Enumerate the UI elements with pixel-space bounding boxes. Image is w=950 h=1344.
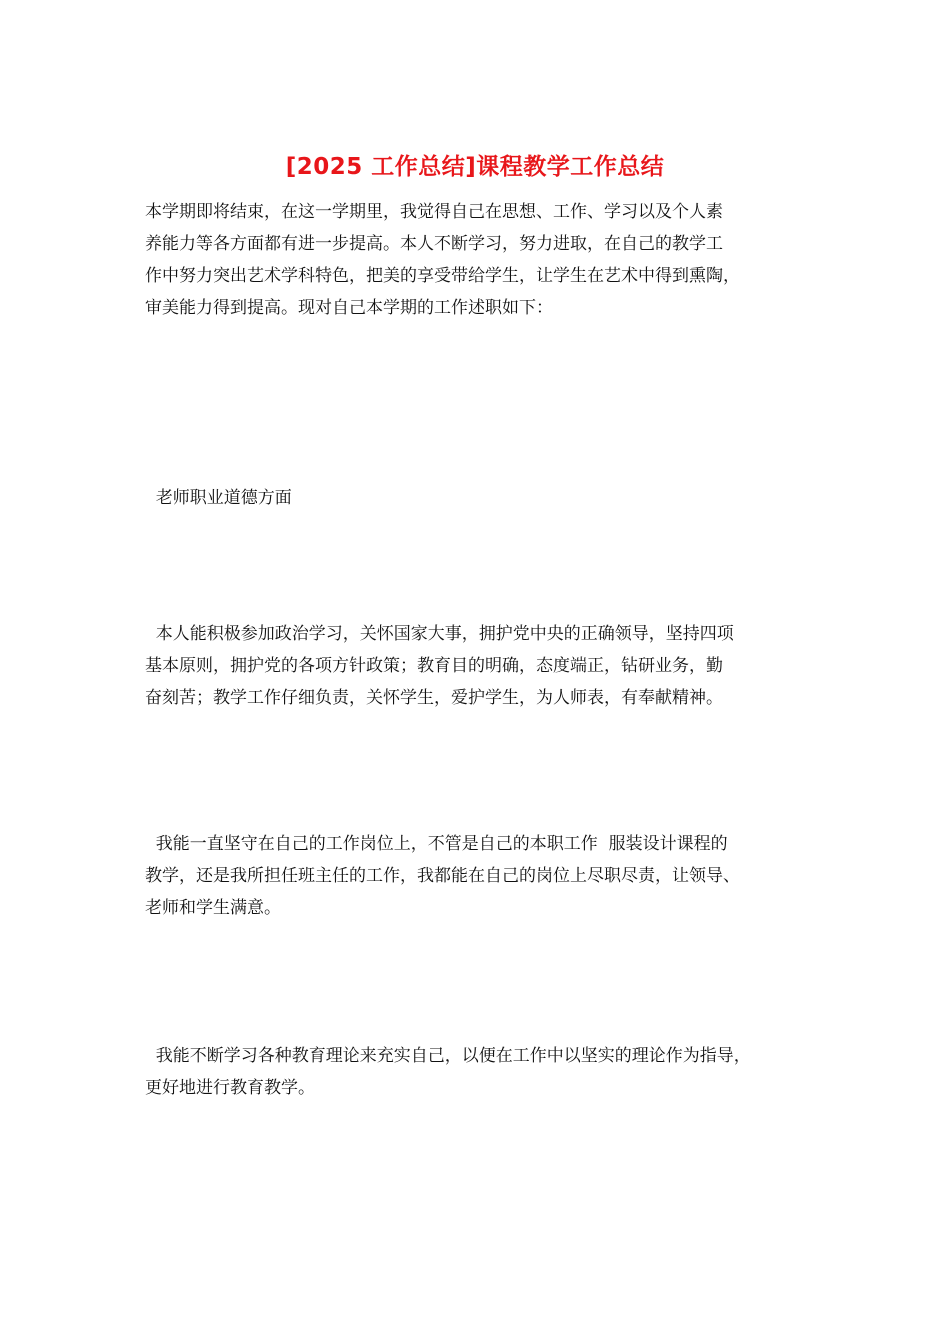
morality-line: 奋刻苦；教学工作仔细负责，关怀学生，爱护学生，为人师表，有奉献精神。 bbox=[145, 688, 723, 708]
intro-paragraph bbox=[145, 196, 825, 324]
intro-line: 审美能力得到提高。现对自己本学期的工作述职如下： bbox=[145, 298, 553, 318]
morality-paragraph bbox=[145, 618, 825, 714]
study-paragraph bbox=[145, 1040, 825, 1104]
study-line: 更好地进行教育教学。 bbox=[145, 1078, 315, 1098]
morality-line: 本人能积极参加政治学习，关怀国家大事，拥护党中央的正确领导，坚持四项 bbox=[145, 624, 734, 644]
duty-line: 老师和学生满意。 bbox=[145, 898, 281, 918]
duty-line: 教学，还是我所担任班主任的工作，我都能在自己的岗位上尽职尽责，让领导、 bbox=[145, 866, 740, 886]
duty-line: 我能一直坚守在自己的工作岗位上，不管是自己的本职工作 服装设计课程的 bbox=[145, 834, 728, 854]
intro-line: 本学期即将结束，在这一学期里，我觉得自己在思想、工作、学习以及个人素 bbox=[145, 202, 723, 222]
morality-line: 基本原则，拥护党的各项方针政策；教育目的明确，态度端正，钻研业务，勤 bbox=[145, 656, 723, 676]
duty-paragraph bbox=[145, 828, 825, 924]
section-heading-text: 老师职业道德方面 bbox=[145, 488, 292, 508]
document-title: [2025 工作总结]课程教学工作总结 bbox=[285, 154, 665, 180]
study-line: 我能不断学习各种教育理论来充实自己，以便在工作中以坚实的理论作为指导， bbox=[145, 1046, 751, 1066]
intro-line: 养能力等各方面都有进一步提高。本人不断学习，努力进取，在自己的教学工 bbox=[145, 234, 723, 254]
section-heading bbox=[145, 482, 825, 514]
intro-line: 作中努力突出艺术学科特色，把美的享受带给学生，让学生在艺术中得到熏陶， bbox=[145, 266, 740, 286]
